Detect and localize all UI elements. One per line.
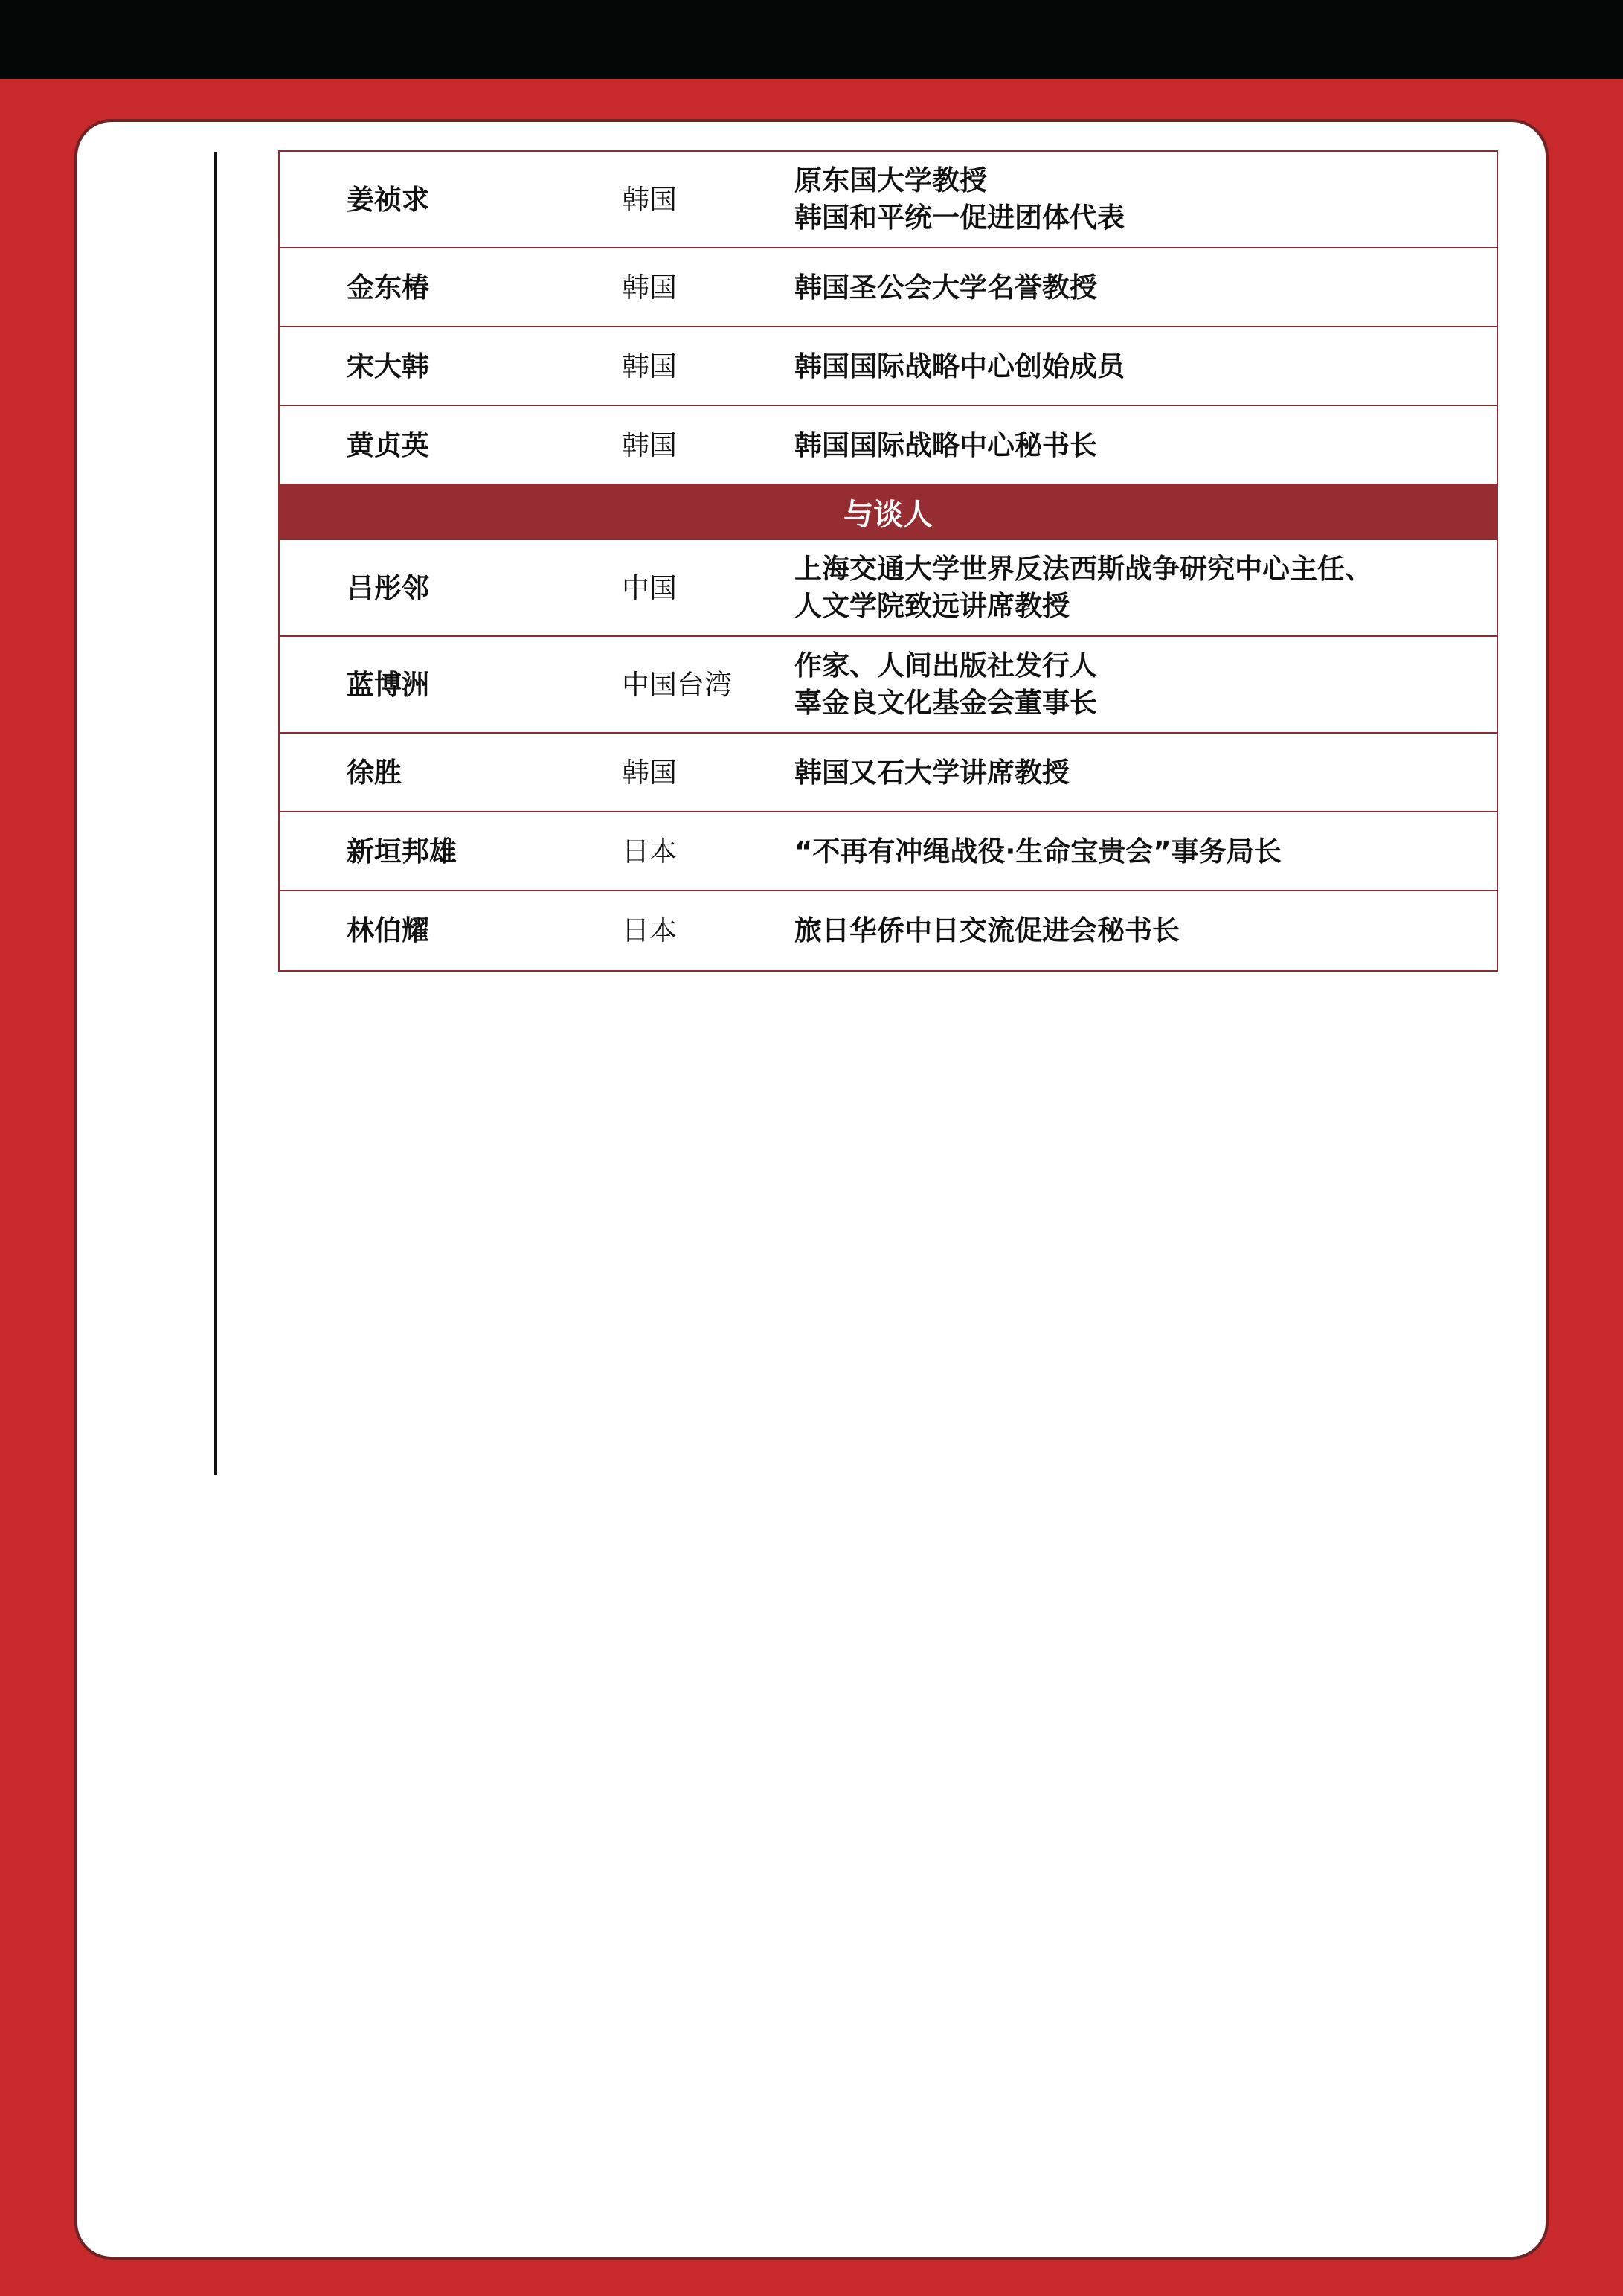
table-row — [280, 152, 1497, 248]
table-row — [280, 734, 1497, 812]
person-name: 徐胜 — [347, 757, 402, 789]
person-country: 韩国 — [622, 757, 677, 789]
table-row — [280, 540, 1497, 637]
person-country: 韩国 — [622, 350, 677, 382]
person-name: 吕彤邻 — [347, 572, 429, 604]
person-country: 韩国 — [622, 184, 677, 216]
roster-table — [278, 150, 1498, 972]
person-country: 中国台湾 — [622, 669, 732, 701]
table-row — [280, 248, 1497, 327]
person-title-line: 作家、人间出版社发行人 — [794, 650, 1097, 682]
margin-rule — [214, 152, 217, 1475]
table-row — [280, 812, 1497, 891]
person-title — [794, 348, 1125, 385]
person-name: 黄贞英 — [347, 429, 429, 461]
person-title — [794, 833, 1282, 870]
table-row — [280, 406, 1497, 485]
person-title — [794, 647, 1097, 722]
person-country: 日本 — [622, 914, 677, 946]
person-title — [794, 162, 1125, 237]
person-title — [794, 427, 1097, 464]
person-title-line: 韩国和平统一促进团体代表 — [794, 202, 1125, 234]
person-title — [794, 912, 1180, 949]
person-name: 金东椿 — [347, 272, 429, 304]
person-title — [794, 269, 1097, 307]
table-row — [280, 891, 1497, 970]
section-header-discussants — [280, 485, 1497, 540]
person-country: 中国 — [622, 572, 677, 604]
person-title-line: 韩国又石大学讲席教授 — [794, 757, 1070, 789]
person-name: 姜祯求 — [347, 184, 429, 216]
person-title — [794, 551, 1372, 625]
page-card — [74, 119, 1549, 2260]
person-name: 新垣邦雄 — [347, 836, 457, 868]
person-country: 韩国 — [622, 272, 677, 304]
section-header-label: 与谈人 — [843, 497, 933, 532]
person-title-line: “不再有冲绳战役·生命宝贵会”事务局长 — [794, 836, 1282, 868]
person-country: 韩国 — [622, 429, 677, 461]
person-title-line: 辜金良文化基金会董事长 — [794, 687, 1097, 719]
person-title-line: 韩国圣公会大学名誉教授 — [794, 272, 1097, 304]
person-title — [794, 754, 1070, 792]
person-title-line: 原东国大学教授 — [794, 164, 987, 196]
person-title-line: 人文学院致远讲席教授 — [794, 590, 1070, 622]
person-name: 林伯耀 — [347, 914, 429, 946]
person-title-line: 韩国国际战略中心秘书长 — [794, 429, 1097, 461]
person-title-line: 韩国国际战略中心创始成员 — [794, 350, 1125, 382]
person-name: 宋大韩 — [347, 350, 429, 382]
top-bar — [0, 0, 1623, 79]
person-country: 日本 — [622, 836, 677, 868]
table-row — [280, 327, 1497, 406]
person-name: 蓝博洲 — [347, 669, 429, 701]
person-title-line: 上海交通大学世界反法西斯战争研究中心主任、 — [794, 553, 1372, 585]
person-title-line: 旅日华侨中日交流促进会秘书长 — [794, 914, 1180, 946]
table-row — [280, 637, 1497, 734]
